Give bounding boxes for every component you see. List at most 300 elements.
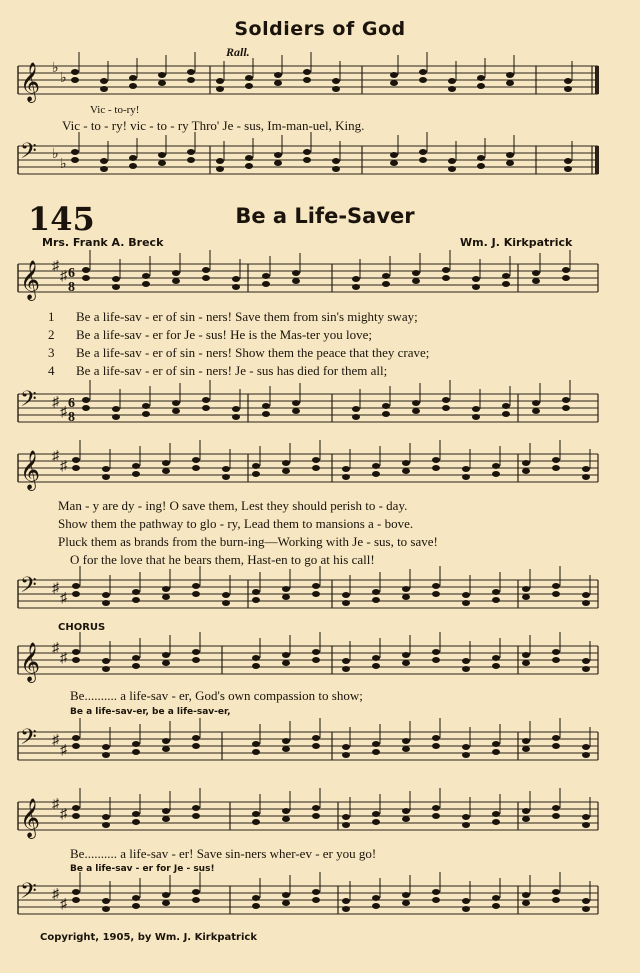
note-head [412,400,420,406]
verse4-line1 [48,363,387,379]
note-head [274,152,282,158]
note-head [102,906,110,912]
note-head [102,822,110,828]
note-head [72,583,80,589]
note-head [582,466,590,472]
note-head [552,465,560,471]
note-head [332,158,340,164]
note-head [312,735,320,741]
note-head [522,586,530,592]
note-head [332,86,340,92]
note-head [312,889,320,895]
note-head [282,586,290,592]
note-head [192,591,200,597]
note-head [192,805,200,811]
note-head [72,813,80,819]
note-head [432,591,440,597]
sharp-icon: ♯ [52,733,59,748]
note-head [419,77,427,83]
sharp-icon: ♯ [52,449,59,464]
note-head [222,592,230,598]
note-head [342,474,350,480]
note-head [282,652,290,658]
note-head [162,468,170,474]
note-head [564,78,572,84]
note-head [492,895,500,901]
note-head [448,166,456,172]
note-head [100,78,108,84]
note-head [532,278,540,284]
tempo-mark: Rall. [226,45,250,59]
note-head [442,267,450,273]
note-head [562,267,570,273]
note-head [532,400,540,406]
note-head [158,160,166,166]
note-head [582,814,590,820]
note-head [192,457,200,463]
note-head [252,655,260,661]
note-head [342,752,350,758]
note-head [72,465,80,471]
note-head [552,583,560,589]
sharp-icon: ♯ [60,459,67,474]
sharp-icon: ♯ [52,797,59,812]
hymn-title: Be a Life-Saver [235,204,415,228]
note-head [532,408,540,414]
note-head [232,276,240,282]
note-head [372,597,380,603]
prev-lyric-alto: Vic - to-ry! [90,104,140,116]
note-head [262,411,270,417]
note-head [232,284,240,290]
note-head [312,743,320,749]
note-head [282,468,290,474]
note-head [82,405,90,411]
note-head [132,471,140,477]
sharp-icon: ♯ [60,591,67,606]
note-head [303,149,311,155]
note-head [402,808,410,814]
note-head [432,805,440,811]
note-head [112,406,120,412]
note-head [432,657,440,663]
note-head [192,657,200,663]
note-head [432,889,440,895]
note-head [562,397,570,403]
sharp-icon: ♯ [52,581,59,596]
verse-text: Be a life-sav - er of sin - ners! Save them from sin's mighty sway; [76,309,418,324]
note-head [252,471,260,477]
system1-bass [0,388,640,438]
note-head [562,275,570,281]
note-head [192,465,200,471]
note-head [102,474,110,480]
note-head [472,406,480,412]
note-head [312,649,320,655]
verse-text: Be a life-sav - er of sin - ners! Je - sus has died for them all; [76,363,388,378]
note-head [522,460,530,466]
system3-bass [0,726,640,776]
note-head [342,666,350,672]
sharp-icon: ♯ [52,887,59,902]
note-head [142,411,150,417]
note-head [102,600,110,606]
note-head [252,819,260,825]
note-head [72,897,80,903]
music-credit: Wm. J. Kirkpatrick [460,236,573,249]
note-head [502,281,510,287]
note-head [172,400,180,406]
note-head [492,471,500,477]
note-head [282,816,290,822]
note-head [172,408,180,414]
note-head [132,463,140,469]
system4-treble [0,796,640,846]
note-head [162,900,170,906]
note-head [372,903,380,909]
system4-bass [0,880,640,930]
note-head [274,72,282,78]
note-head [522,660,530,666]
note-head [252,463,260,469]
note-head [352,284,360,290]
note-head [390,160,398,166]
note-head [390,152,398,158]
note-head [71,69,79,75]
note-head [282,660,290,666]
note-head [462,600,470,606]
note-head [492,655,500,661]
note-head [382,403,390,409]
note-head [462,814,470,820]
verse1-line1 [48,309,418,325]
note-head [552,657,560,663]
note-head [402,900,410,906]
note-head [312,583,320,589]
note-head [492,903,500,909]
note-head [216,158,224,164]
note-head [158,72,166,78]
note-head [442,397,450,403]
note-head [216,86,224,92]
note-head [252,749,260,755]
note-head [582,898,590,904]
note-head [252,597,260,603]
note-head [432,583,440,589]
note-head [102,658,110,664]
verse3-line2: Pluck them as brands from the burn-ing—Working with Je - sus, to save! [58,534,438,549]
note-head [72,657,80,663]
note-head [192,583,200,589]
note-head [342,814,350,820]
note-head [252,663,260,669]
note-head [132,895,140,901]
note-head [564,86,572,92]
note-head [462,744,470,750]
note-head [187,149,195,155]
note-head [582,906,590,912]
note-head [162,652,170,658]
note-head [502,273,510,279]
note-head [162,808,170,814]
note-head [419,157,427,163]
note-head [390,72,398,78]
note-head [582,822,590,828]
note-head [472,284,480,290]
chorus-line2-echo: Be a life-sav - er for Je - sus! [70,864,215,874]
note-head [342,822,350,828]
note-head [192,743,200,749]
note-head [462,474,470,480]
note-head [492,749,500,755]
note-head [372,463,380,469]
note-head [129,163,137,169]
note-head [252,903,260,909]
note-head [382,273,390,279]
note-head [202,267,210,273]
note-head [102,592,110,598]
verse4-line2: O for the love that he bears them, Hast-en to go at his call! [70,552,375,567]
note-head [372,663,380,669]
note-head [172,278,180,284]
note-head [72,735,80,741]
note-head [352,414,360,420]
system2-treble [0,448,640,498]
note-head [72,889,80,895]
note-head [402,586,410,592]
note-head [372,749,380,755]
note-head [100,158,108,164]
note-head [402,816,410,822]
note-head [506,80,514,86]
note-head [282,460,290,466]
note-head [187,69,195,75]
note-head [432,813,440,819]
note-head [142,281,150,287]
note-head [282,892,290,898]
note-head [412,270,420,276]
note-head [82,275,90,281]
note-head [82,397,90,403]
note-head [462,906,470,912]
note-head [129,83,137,89]
note-head [282,594,290,600]
note-head [252,811,260,817]
words-credit: Mrs. Frank A. Breck [42,236,164,249]
note-head [442,405,450,411]
note-head [142,273,150,279]
sharp-icon: ♯ [60,743,67,758]
note-head [112,414,120,420]
note-head [462,466,470,472]
note-head [462,898,470,904]
note-head [552,805,560,811]
bass-clef-icon: 𝄢 [20,725,37,755]
note-head [402,652,410,658]
verse-number: 1 [48,309,55,324]
note-head [492,663,500,669]
note-head [492,819,500,825]
note-head [502,411,510,417]
note-head [552,649,560,655]
note-head [372,589,380,595]
note-head [342,658,350,664]
note-head [132,589,140,595]
note-head [187,77,195,83]
note-head [564,166,572,172]
note-head [132,655,140,661]
sharp-icon: ♯ [60,807,67,822]
note-head [162,586,170,592]
note-head [162,892,170,898]
note-head [342,466,350,472]
note-head [132,811,140,817]
note-head [192,897,200,903]
note-head [245,75,253,81]
note-head [372,811,380,817]
prev-system-bass [0,140,640,190]
note-head [72,743,80,749]
note-head [71,157,79,163]
note-head [522,808,530,814]
note-head [252,589,260,595]
note-head [312,657,320,663]
bass-clef-icon: 𝄢 [20,879,37,909]
note-head [202,275,210,281]
note-head [312,457,320,463]
system2-bass [0,574,640,624]
note-head [71,149,79,155]
note-head [342,906,350,912]
final-barline [595,146,599,174]
note-head [292,400,300,406]
note-head [552,889,560,895]
hymn-number: 145 [28,200,95,238]
note-head [192,813,200,819]
note-head [100,86,108,92]
note-head [332,166,340,172]
note-head [162,738,170,744]
treble-clef-icon: 𝄞 [20,62,41,102]
note-head [100,166,108,172]
sharp-icon: ♯ [60,897,67,912]
note-head [72,805,80,811]
treble-clef-icon: 𝄞 [20,642,41,682]
note-head [262,281,270,287]
note-head [472,414,480,420]
note-head [492,741,500,747]
verse2-line2: Show them the pathway to glo - ry, Lead them to mansions a - bove. [58,516,414,531]
time-signature-bottom: 8 [68,410,75,425]
note-head [372,895,380,901]
treble-clef-icon: 𝄞 [20,450,41,490]
note-head [448,158,456,164]
note-head [522,468,530,474]
note-head [132,597,140,603]
treble-clef-icon: 𝄞 [20,798,41,838]
bass-clef-icon: 𝄢 [20,387,37,417]
chorus-line2-main: Be.......... a life-sav - er! Save sin-ners wher-ev - er you go! [70,846,377,861]
note-head [202,397,210,403]
verse-text: Be a life-sav - er for Je - sus! He is the Mas-ter you love; [76,327,373,342]
note-head [432,897,440,903]
note-head [192,649,200,655]
verse-number: 2 [48,327,55,342]
note-head [112,284,120,290]
note-head [582,658,590,664]
note-head [402,468,410,474]
prev-lyric-main: Vic - to - ry! vic - to - ry Thro' Je - sus, Im-man-uel, King. [62,118,365,133]
note-head [522,738,530,744]
note-head [292,270,300,276]
note-head [72,649,80,655]
sharp-icon: ♭ [52,147,59,162]
note-head [522,892,530,898]
note-head [216,78,224,84]
note-head [303,77,311,83]
note-head [82,267,90,273]
bass-clef-icon: 𝄢 [20,139,37,169]
note-head [216,166,224,172]
note-head [162,594,170,600]
note-head [129,75,137,81]
sharp-icon: ♭ [60,157,67,172]
note-head [158,80,166,86]
copyright: Copyright, 1905, by Wm. J. Kirkpatrick [40,932,257,943]
note-head [332,78,340,84]
note-head [382,281,390,287]
verse1-line2: Man - y are dy - ing! O save them, Lest they should perish to - day. [58,498,408,513]
note-head [352,276,360,282]
note-head [402,892,410,898]
sharp-icon: ♯ [52,641,59,656]
note-head [372,819,380,825]
note-head [252,895,260,901]
note-head [282,808,290,814]
note-head [192,735,200,741]
note-head [506,160,514,166]
bass-clef-icon: 𝄢 [20,573,37,603]
note-head [252,741,260,747]
note-head [462,658,470,664]
note-head [472,276,480,282]
note-head [564,158,572,164]
note-head [582,592,590,598]
note-head [432,735,440,741]
note-head [342,592,350,598]
note-head [477,163,485,169]
note-head [162,816,170,822]
note-head [419,69,427,75]
note-head [132,819,140,825]
chorus-label: CHORUS [58,622,106,633]
previous-hymn-title: Soldiers of God [234,18,406,40]
verse3-line1 [48,345,429,361]
note-head [582,600,590,606]
note-head [552,897,560,903]
note-head [582,744,590,750]
note-head [162,660,170,666]
note-head [162,746,170,752]
note-head [158,152,166,158]
note-head [506,72,514,78]
note-head [102,752,110,758]
note-head [448,78,456,84]
note-head [187,157,195,163]
note-head [112,276,120,282]
note-head [582,666,590,672]
note-head [402,594,410,600]
